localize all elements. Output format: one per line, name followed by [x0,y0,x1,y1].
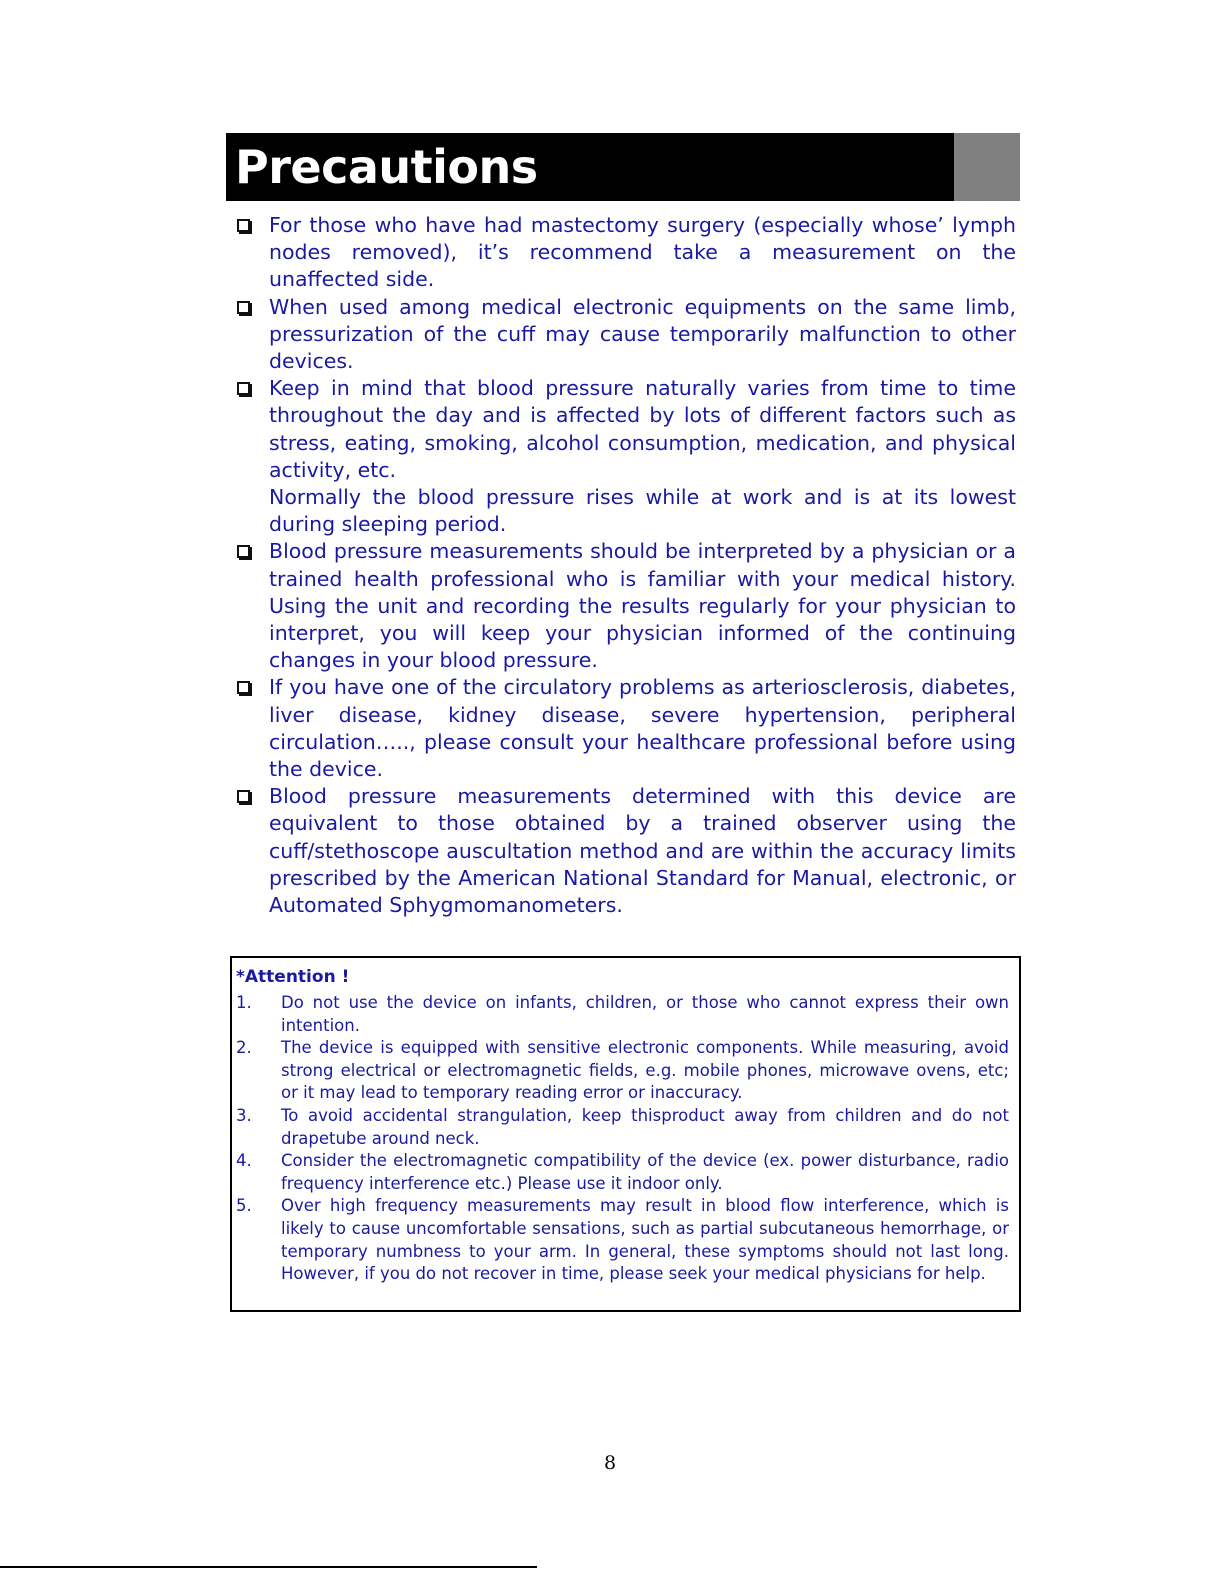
attention-item-text: Do not use the device on infants, children, or those who cannot express their own intention. [281,993,1009,1035]
checkbox-bullet-icon [237,790,250,803]
attention-list [236,992,1009,1286]
precaution-text: Blood pressure measurements determined with this device are equivalent to those obtained by a trained observer using the cuff/stethoscope auscultation method and are within the accuracy limits prescribed by the American National Standard for Manual, electronic, or Automated Sphygmomanometers. [269,784,1016,918]
checkbox-bullet-icon [237,219,250,232]
precaution-text: Keep in mind that blood pressure naturally varies from time to time throughout the day and is affected by lots of different factors such as stress, eating, smoking, alcohol consumption, medication, and physical activity, etc. [269,376,1016,482]
footnote-rule [0,1566,537,1568]
attention-item [236,1195,1009,1285]
precautions-list [236,212,1016,919]
attention-item [236,1105,1009,1150]
attention-item [236,1150,1009,1195]
checkbox-bullet-icon [237,545,250,558]
checkbox-bullet-icon [237,301,250,314]
precaution-text: For those who have had mastectomy surgery (especially whose’ lymph nodes removed), it’s recommend take a measurement on the unaffected side. [269,213,1016,292]
precaution-item [236,212,1016,294]
attention-item-number: 1. [236,993,252,1012]
attention-item-number: 5. [236,1196,252,1216]
attention-item-number: 3. [236,1105,252,1125]
precaution-item [236,674,1016,783]
attention-item-number: 4. [236,1151,252,1171]
header-accent-block [954,133,1020,201]
attention-item [236,992,1009,1037]
attention-title: *Attention ! [236,967,350,987]
attention-item-text: To avoid accidental strangulation, keep thisproduct away from children and do not drapetube around neck. [281,1105,1009,1148]
precaution-text: Blood pressure measurements should be interpreted by a physician or a trained health professional who is familiar with your medical history. Using the unit and recording the results regularly for your physician to interpret, you will keep your physician informed of the continuing changes in your blood pressure. [269,539,1016,673]
precaution-item [236,538,1016,674]
attention-item-text: The device is equipped with sensitive electronic components. While measuring, avoid strong electrical or electromagnetic fields, e.g. mobile phones, microwave ovens, etc; or it may lead to temporary reading error or inaccuracy. [281,1038,1009,1103]
precaution-item [236,375,1016,538]
attention-item-text: Consider the electromagnetic compatibility of the device (ex. power disturbance, radio frequency interference etc.) Please use it indoor only. [281,1151,1009,1193]
attention-item-number: 2. [236,1038,252,1058]
precaution-text: Normally the blood pressure rises while at work and is at its lowest during sleeping period. [269,485,1016,537]
attention-item [236,1037,1009,1105]
checkbox-bullet-icon [237,382,250,395]
precaution-text: When used among medical electronic equipments on the same limb, pressurization of the cuff may cause temporarily malfunction to other devices. [269,294,1016,374]
checkbox-bullet-icon [237,681,250,694]
precaution-item [236,783,1016,919]
attention-item-text: Over high frequency measurements may result in blood flow interference, which is likely to cause uncomfortable sensations, such as partial subcutaneous hemorrhage, or temporary numbness to your arm. In general, these symptoms should not last long. However, if you do not recover in time, please seek your medical physicians for help. [281,1196,1009,1284]
attention-box [230,956,1021,1312]
precaution-text: If you have one of the circulatory problems as arteriosclerosis, diabetes, liver disease, kidney disease, severe hypertension, peripheral circulation….., please consult your healthcare professional before using the device. [269,675,1016,782]
precaution-item [236,294,1016,376]
page-number: 8 [603,1452,617,1474]
section-header [226,133,1020,201]
page-title: Precautions [235,140,538,194]
